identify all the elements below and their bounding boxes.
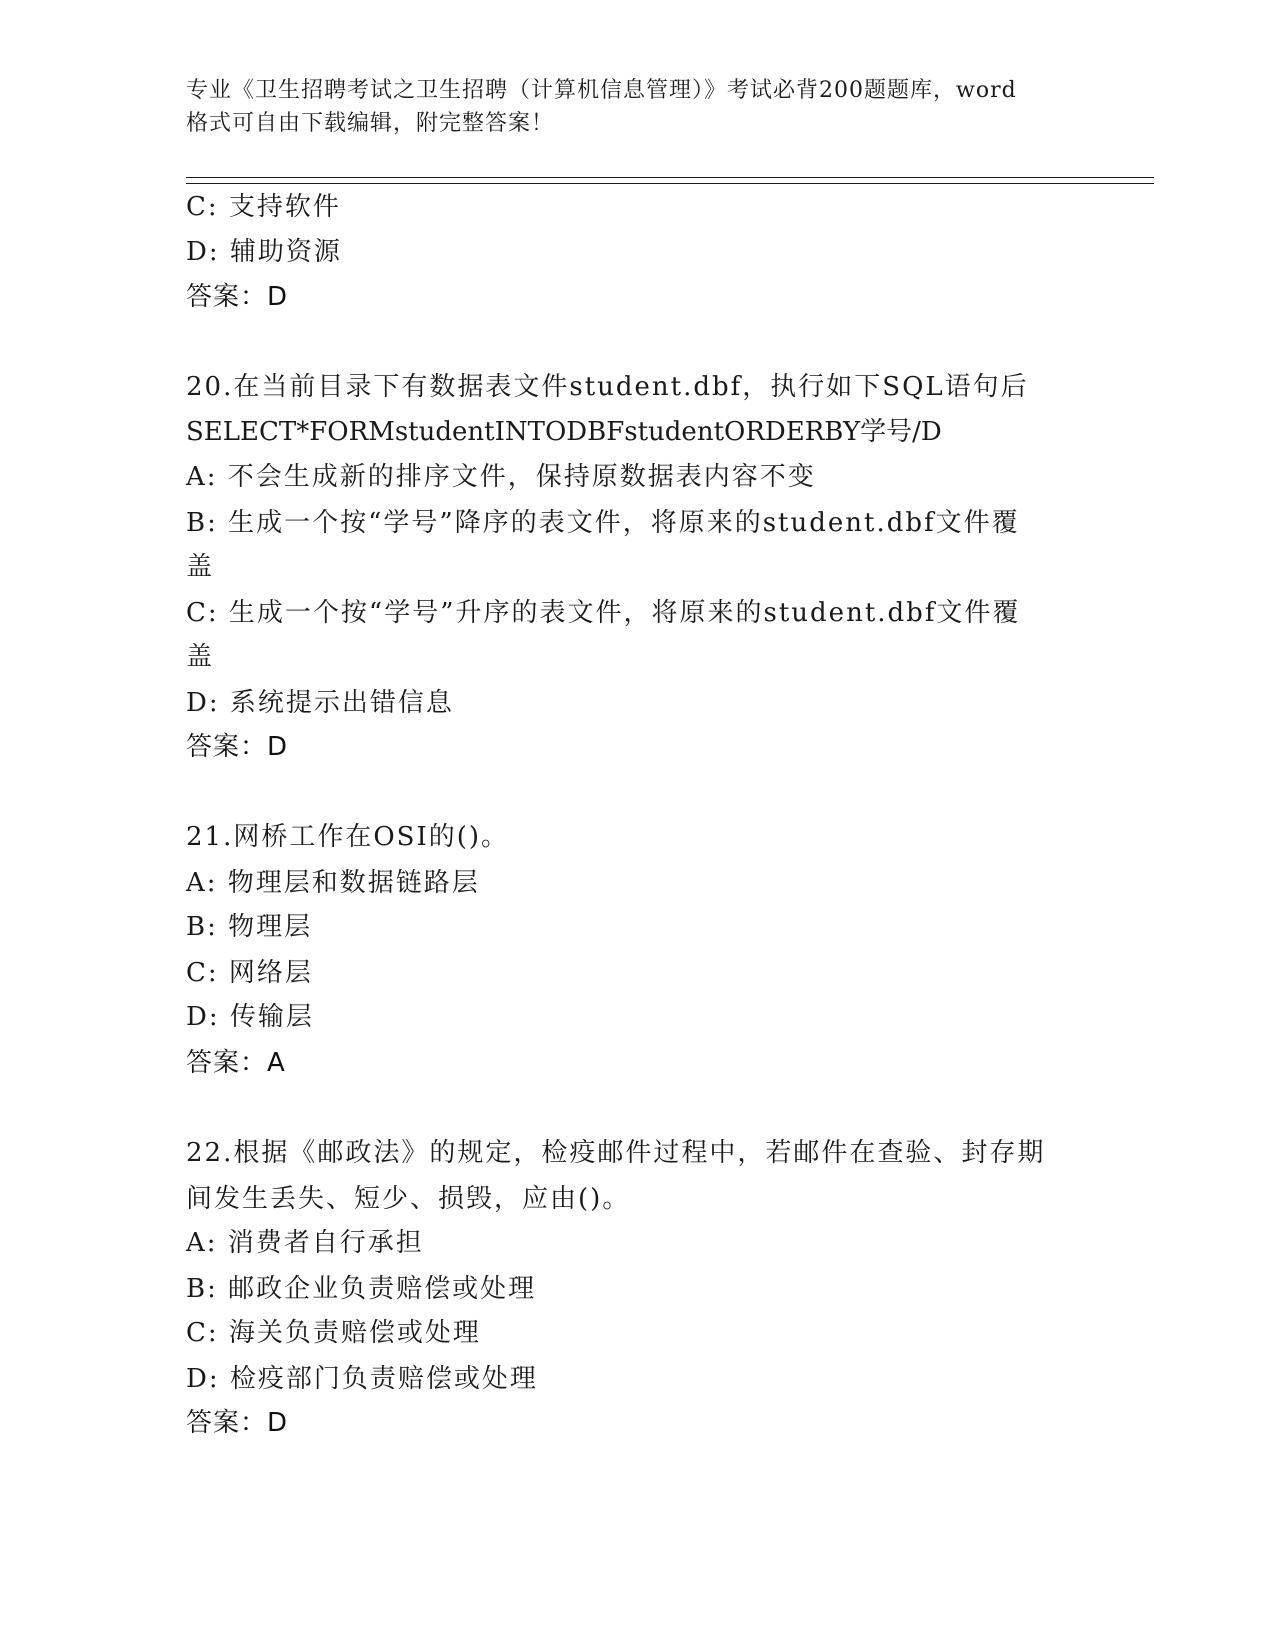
q22-answer: 答案：D — [186, 1408, 289, 1438]
q20-option-a: A: 不会生成新的排序文件，保持原数据表内容不变 — [186, 462, 816, 492]
q20-stem-line-1: 20.在当前目录下有数据表文件student.dbf，执行如下SQL语句后 — [186, 372, 1029, 402]
document-header — [186, 74, 1086, 140]
q20-option-b-line-2: 盖 — [186, 552, 215, 582]
q21-option-d: D: 传输层 — [186, 1002, 314, 1032]
q22-option-c: C: 海关负责赔偿或处理 — [186, 1318, 481, 1348]
prev-option-c: C: 支持软件 — [186, 192, 341, 222]
q22-option-b: B: 邮政企业负责赔偿或处理 — [186, 1274, 537, 1304]
q21-stem: 21.网桥工作在OSI的()。 — [186, 822, 510, 852]
q22-stem-line-2: 间发生丢失、短少、损毁，应由()。 — [186, 1184, 631, 1214]
q22-stem-line-1: 22.根据《邮政法》的规定，检疫邮件过程中，若邮件在查验、封存期 — [186, 1138, 1046, 1168]
q20-option-b-line-1: B: 生成一个按“学号”降序的表文件，将原来的student.dbf文件覆 — [186, 508, 1020, 538]
q21-option-a: A: 物理层和数据链路层 — [186, 868, 480, 898]
prev-answer: 答案：D — [186, 282, 289, 312]
q20-option-c-line-1: C: 生成一个按“学号”升序的表文件，将原来的student.dbf文件覆 — [186, 598, 1021, 628]
q20-answer: 答案：D — [186, 732, 289, 762]
header-title-line-1: 专业《卫生招聘考试之卫生招聘（计算机信息管理）》考试必背200题题库，word — [186, 78, 1017, 103]
q21-option-b: B: 物理层 — [186, 912, 313, 942]
header-divider-bottom — [186, 183, 1154, 184]
header-divider-top — [186, 177, 1154, 178]
q20-option-c-line-2: 盖 — [186, 642, 215, 672]
header-title-line-2: 格式可自由下载编辑，附完整答案！ — [186, 111, 555, 136]
q20-option-d: D: 系统提示出错信息 — [186, 688, 454, 718]
q20-stem-line-2: SELECT*FORMstudentINTODBFstudentORDERBY学号/D — [186, 417, 942, 447]
prev-option-d: D: 辅助资源 — [186, 237, 342, 267]
q21-answer: 答案：A — [186, 1048, 286, 1078]
q21-option-c: C: 网络层 — [186, 958, 313, 988]
q22-option-d: D: 检疫部门负责赔偿或处理 — [186, 1364, 538, 1394]
q22-option-a: A: 消费者自行承担 — [186, 1228, 424, 1258]
